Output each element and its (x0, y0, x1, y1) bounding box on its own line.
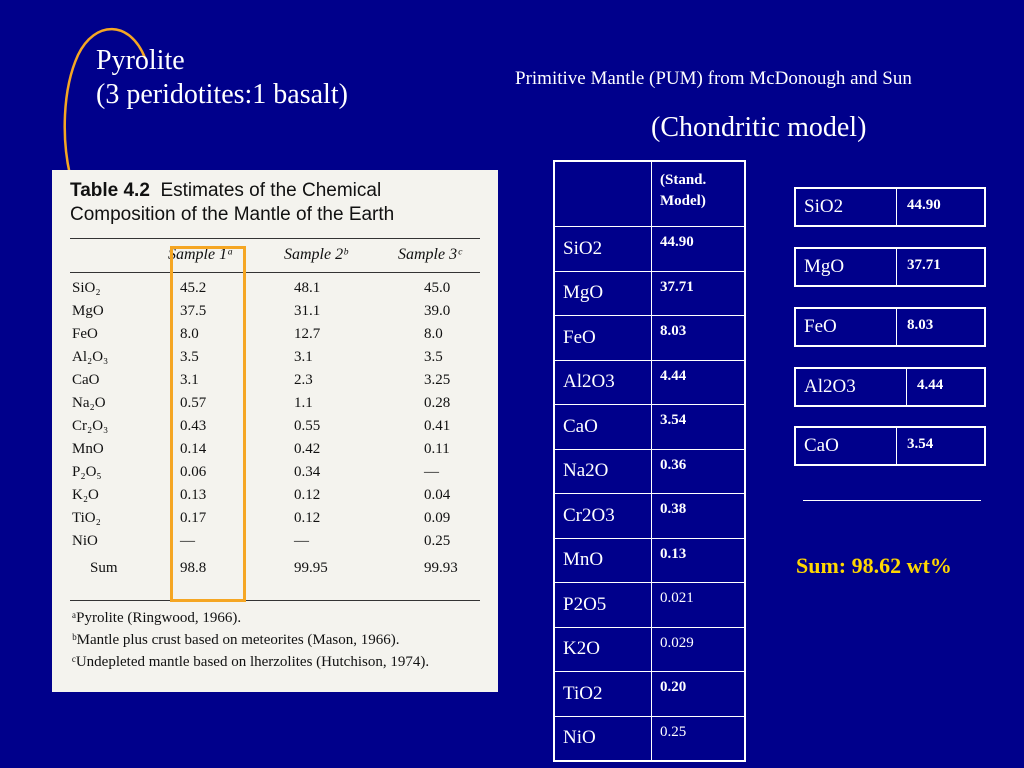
pum-table-value: 0.021 (652, 583, 746, 628)
pum-table-oxide: TiO2 (554, 672, 652, 717)
pum-table-value: 0.38 (652, 494, 746, 539)
book-table-row-label: Cr₂O₃ (72, 418, 109, 434)
book-table-cell: — (294, 533, 309, 549)
pum-table-value: 0.13 (652, 538, 746, 583)
book-table-row-label: P₂O₅ (72, 464, 102, 480)
side-box-mgo (794, 247, 986, 287)
book-table-row-label: NiO (72, 533, 98, 549)
book-table-cell: 99.93 (424, 560, 458, 576)
book-table-header-sample-2: Sample 2ᵇ (284, 246, 348, 263)
book-table-rule-top (70, 238, 480, 239)
book-table-cell: 37.5 (180, 303, 207, 319)
side-box-feo (794, 307, 986, 347)
side-box-oxide: CaO (796, 428, 897, 464)
book-table-cell: — (180, 533, 195, 549)
book-table-row-label: Sum (90, 560, 118, 576)
book-table-cell: 48.1 (294, 280, 321, 296)
pum-table-oxide: FeO (554, 316, 652, 361)
book-table-cell: 31.1 (294, 303, 321, 319)
book-table-cell: 3.5 (180, 349, 199, 365)
pum-table-value: 0.36 (652, 449, 746, 494)
pum-table-oxide: MnO (554, 538, 652, 583)
pum-table-row (554, 494, 745, 539)
pum-table-row (554, 316, 745, 361)
book-table-cell: 0.13 (180, 487, 207, 503)
pum-table-value: 3.54 (652, 405, 746, 450)
book-table-row-label: FeO (72, 326, 98, 342)
sample1-highlight-box (170, 246, 246, 602)
book-table-rule-bottom (70, 600, 480, 601)
book-table-rule-header (70, 272, 480, 273)
side-box-sio2 (794, 187, 986, 227)
pyrolite-title (96, 44, 348, 112)
book-table-caption-line2: Composition of the Mantle of the Earth (70, 204, 395, 225)
book-table-cell: 0.06 (180, 464, 207, 480)
pum-table-row (554, 271, 745, 316)
book-table-cell: 0.41 (424, 418, 451, 434)
book-table-row-label: Al₂O₃ (72, 349, 109, 365)
book-table-cell: 3.5 (424, 349, 443, 365)
pum-title: Primitive Mantle (PUM) from McDonough and Sun (515, 68, 912, 89)
side-box-oxide: MgO (796, 249, 897, 285)
book-table-cell: 98.8 (180, 560, 207, 576)
pum-table-value: 44.90 (652, 227, 746, 272)
side-box-value: 4.44 (917, 377, 944, 393)
pum-table-row (554, 360, 745, 405)
book-table-caption-line1: Estimates of the Chemical (160, 180, 382, 201)
book-table-cell: 0.34 (294, 464, 321, 480)
pum-table-header-value (652, 161, 746, 227)
pum-composition-table (553, 160, 746, 762)
pum-table-value: 37.71 (652, 271, 746, 316)
book-table-cell: 0.55 (294, 418, 321, 434)
pum-table-oxide: NiO (554, 716, 652, 761)
book-table-footnote: ᵇMantle plus crust based on meteorites (Mason, 1966). (72, 632, 400, 648)
book-table-row-label: CaO (72, 372, 100, 388)
side-box-oxide: SiO2 (796, 189, 897, 225)
pum-table-header-line2: Model) (660, 193, 706, 209)
pyrolite-title-line2: (3 peridotites:1 basalt) (96, 79, 348, 110)
book-table-row-label: K₂O (72, 487, 99, 503)
pum-table-row (554, 405, 745, 450)
book-table-cell: 8.0 (424, 326, 443, 342)
book-table-cell: 99.95 (294, 560, 328, 576)
book-table-cell: 3.25 (424, 372, 451, 388)
chondritic-model-label: (Chondritic model) (651, 112, 867, 143)
book-table-row-label: TiO₂ (72, 510, 101, 526)
book-table-row-label: SiO₂ (72, 280, 101, 296)
book-table-cell: 45.0 (424, 280, 451, 296)
book-table-row-label: Na₂O (72, 395, 106, 411)
book-table-footnote: ᶜUndepleted mantle based on lherzolites (Hutchison, 1974). (72, 654, 430, 670)
book-table-cell: 0.12 (294, 487, 321, 503)
pum-table-row (554, 627, 745, 672)
side-box-oxide: Al2O3 (796, 369, 907, 405)
pum-table-header-line1: (Stand. (660, 172, 707, 188)
pum-table-oxide: Na2O (554, 449, 652, 494)
book-table-cell: 8.0 (180, 326, 199, 342)
pum-table-row (554, 672, 745, 717)
side-box-oxide: FeO (796, 309, 897, 345)
book-table-cell: 0.12 (294, 510, 321, 526)
book-table-scan (52, 170, 498, 692)
book-table-cell: 0.25 (424, 533, 451, 549)
book-table-cell: 0.28 (424, 395, 451, 411)
pum-table-row (554, 716, 745, 761)
book-table-header-sample-3: Sample 3ᶜ (398, 246, 462, 263)
pum-table-row (554, 538, 745, 583)
pum-table-header-empty (554, 161, 652, 227)
pum-table-value: 0.25 (652, 716, 746, 761)
book-table-cell: 45.2 (180, 280, 207, 296)
pum-table-oxide: CaO (554, 405, 652, 450)
book-table-cell: 0.09 (424, 510, 451, 526)
pum-table-oxide: MgO (554, 271, 652, 316)
pum-table-oxide: SiO2 (554, 227, 652, 272)
book-table-cell: 0.11 (424, 441, 450, 457)
pum-table-row (554, 583, 745, 628)
book-table-header-sample-1: Sample 1ᵃ (168, 246, 234, 263)
book-table-label: Table 4.2 (70, 180, 150, 201)
side-box-value: 44.90 (907, 197, 941, 213)
side-separator-line (803, 500, 981, 501)
pum-table-row (554, 449, 745, 494)
book-table-cell: 39.0 (424, 303, 451, 319)
pum-table-oxide: K2O (554, 627, 652, 672)
pum-table-value: 0.029 (652, 627, 746, 672)
book-table-cell: 2.3 (294, 372, 313, 388)
book-table-cell: — (424, 464, 439, 480)
book-table-caption (70, 180, 381, 202)
book-table-cell: 0.43 (180, 418, 207, 434)
sum-label: Sum: 98.62 wt% (796, 553, 952, 578)
book-table-cell: 1.1 (294, 395, 313, 411)
book-table-cell: 3.1 (180, 372, 199, 388)
pum-table-value: 4.44 (652, 360, 746, 405)
book-table-cell: 0.57 (180, 395, 207, 411)
side-box-al2o3 (794, 367, 986, 407)
side-box-value: 8.03 (907, 317, 934, 333)
pum-table-value: 8.03 (652, 316, 746, 361)
book-table-cell: 3.1 (294, 349, 313, 365)
book-table-cell: 0.14 (180, 441, 207, 457)
pum-table-header-row (554, 161, 745, 227)
book-table-row-label: MnO (72, 441, 104, 457)
side-box-cao (794, 426, 986, 466)
pyrolite-title-line1: Pyrolite (96, 45, 185, 76)
side-box-value: 37.71 (907, 257, 941, 273)
book-table-footnote: ᵃPyrolite (Ringwood, 1966). (72, 610, 242, 626)
pum-table-oxide: P2O5 (554, 583, 652, 628)
book-table-cell: 0.04 (424, 487, 451, 503)
pum-table-oxide: Cr2O3 (554, 494, 652, 539)
book-table-cell: 12.7 (294, 326, 321, 342)
book-table-row-label: MgO (72, 303, 104, 319)
pum-table-value: 0.20 (652, 672, 746, 717)
side-box-value: 3.54 (907, 436, 934, 452)
book-table-cell: 0.42 (294, 441, 321, 457)
pum-table-oxide: Al2O3 (554, 360, 652, 405)
pum-table-row (554, 227, 745, 272)
book-table-cell: 0.17 (180, 510, 207, 526)
